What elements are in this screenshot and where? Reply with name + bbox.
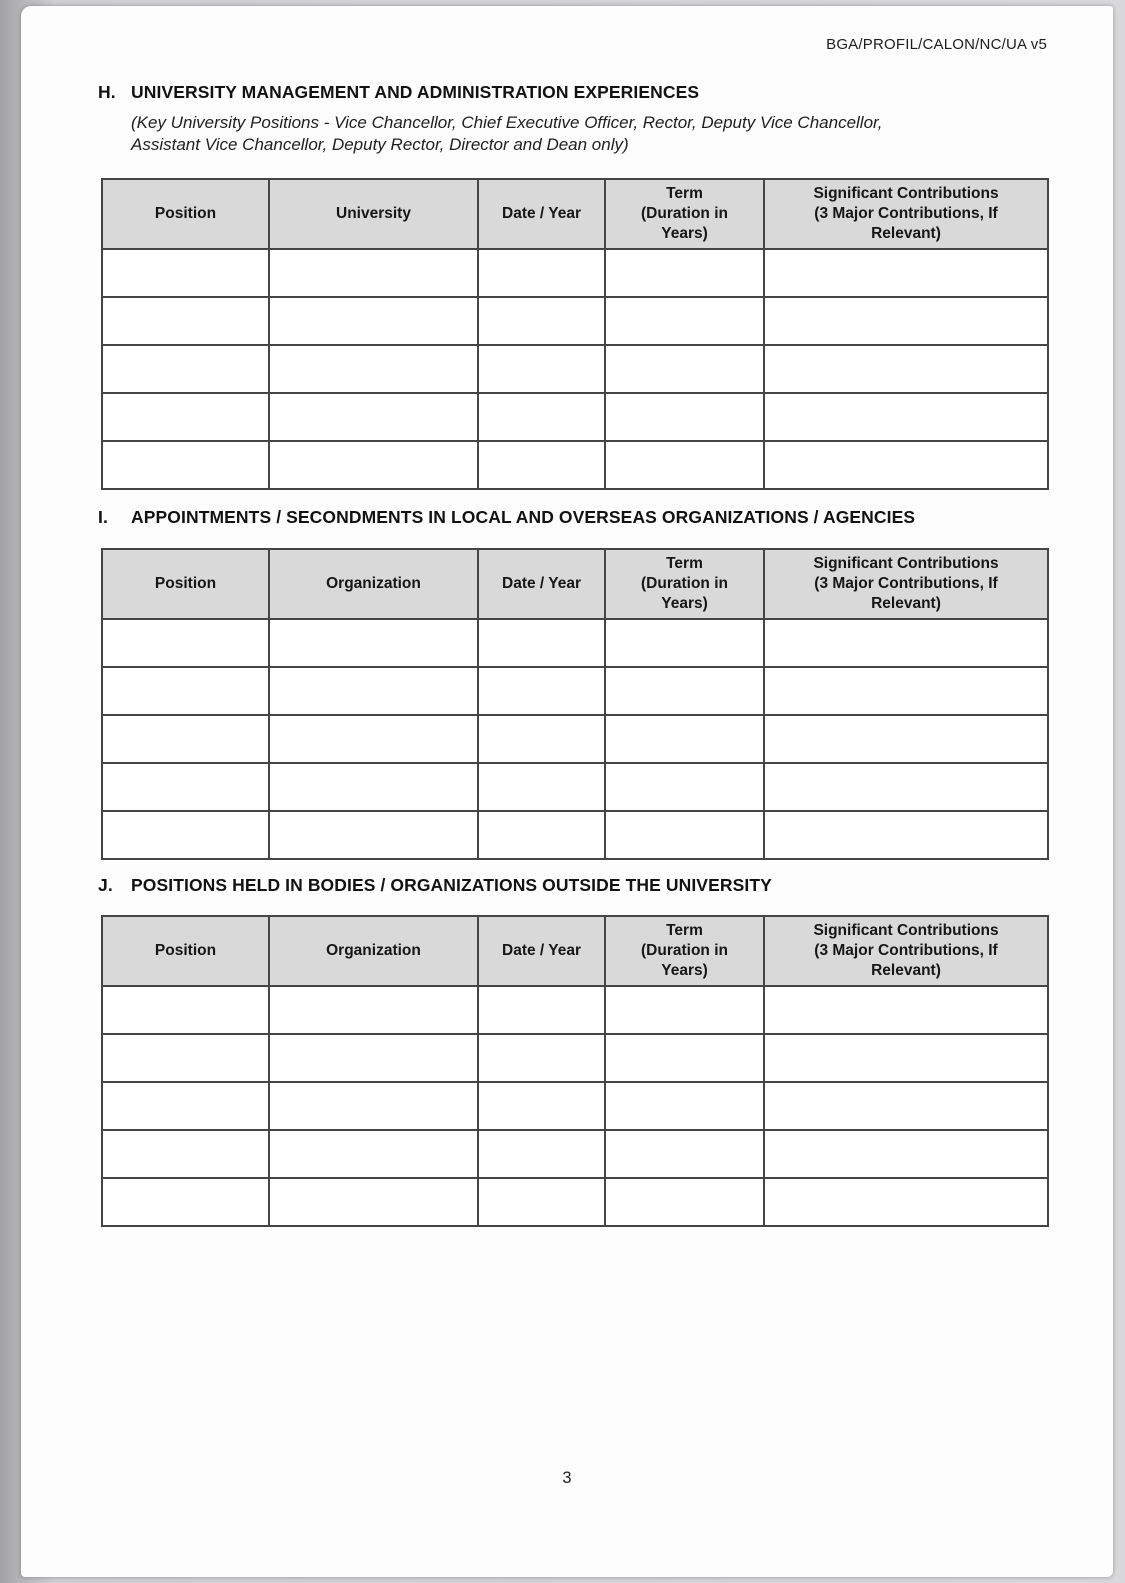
column-header-position: Position <box>102 549 269 619</box>
empty-cell <box>764 393 1048 441</box>
table-row <box>102 1130 1048 1178</box>
empty-cell <box>764 667 1048 715</box>
empty-cell <box>102 393 269 441</box>
table-header-row <box>102 549 1048 619</box>
column-header-term: Term (Duration in Years) <box>605 916 764 986</box>
empty-cell <box>764 715 1048 763</box>
empty-cell <box>605 1082 764 1130</box>
empty-cell <box>764 1034 1048 1082</box>
empty-cell <box>102 1034 269 1082</box>
empty-cell <box>764 1082 1048 1130</box>
empty-cell <box>478 811 605 859</box>
empty-cell <box>478 1082 605 1130</box>
section-h-letter: H. <box>98 82 116 102</box>
empty-cell <box>605 441 764 489</box>
empty-cell <box>269 986 478 1034</box>
empty-cell <box>764 345 1048 393</box>
empty-cell <box>478 667 605 715</box>
empty-cell <box>605 1034 764 1082</box>
table-row <box>102 715 1048 763</box>
column-header-contributions: Significant Contributions (3 Major Contributions, If Relevant) <box>764 916 1048 986</box>
section-j-heading <box>98 875 772 896</box>
empty-cell <box>764 619 1048 667</box>
empty-cell <box>269 1130 478 1178</box>
empty-cell <box>269 1082 478 1130</box>
empty-cell <box>605 1130 764 1178</box>
empty-cell <box>764 249 1048 297</box>
section-h-note-line-1: (Key University Positions - Vice Chancellor, Chief Executive Officer, Rector, Deputy Vice Chancellor, <box>131 113 883 132</box>
empty-cell <box>478 249 605 297</box>
table-row <box>102 1178 1048 1226</box>
empty-cell <box>478 986 605 1034</box>
empty-cell <box>102 619 269 667</box>
empty-cell <box>764 1178 1048 1226</box>
table-row <box>102 986 1048 1034</box>
empty-cell <box>102 715 269 763</box>
empty-cell <box>102 1082 269 1130</box>
table-row <box>102 811 1048 859</box>
empty-cell <box>764 811 1048 859</box>
section-i-heading <box>98 507 915 528</box>
empty-cell <box>605 1178 764 1226</box>
empty-cell <box>764 441 1048 489</box>
table-row <box>102 667 1048 715</box>
table-row <box>102 1082 1048 1130</box>
page-number: 3 <box>562 1469 572 1487</box>
section-h-title: UNIVERSITY MANAGEMENT AND ADMINISTRATION EXPERIENCES <box>131 82 700 102</box>
empty-cell <box>102 249 269 297</box>
empty-cell <box>605 763 764 811</box>
column-header-position: Position <box>102 916 269 986</box>
empty-cell <box>102 345 269 393</box>
empty-cell <box>605 297 764 345</box>
column-header-organization: Organization <box>269 916 478 986</box>
empty-cell <box>269 811 478 859</box>
empty-cell <box>102 441 269 489</box>
empty-cell <box>605 345 764 393</box>
empty-cell <box>478 441 605 489</box>
table-row <box>102 619 1048 667</box>
empty-cell <box>478 1130 605 1178</box>
empty-cell <box>764 1130 1048 1178</box>
empty-cell <box>102 811 269 859</box>
table-header-row <box>102 179 1048 249</box>
empty-cell <box>478 297 605 345</box>
empty-cell <box>605 393 764 441</box>
table-row <box>102 297 1048 345</box>
empty-cell <box>605 715 764 763</box>
empty-cell <box>605 249 764 297</box>
empty-cell <box>269 715 478 763</box>
section-i-letter: I. <box>98 507 108 527</box>
empty-cell <box>764 986 1048 1034</box>
column-header-date-year: Date / Year <box>478 916 605 986</box>
table-row <box>102 1034 1048 1082</box>
empty-cell <box>269 297 478 345</box>
empty-cell <box>269 441 478 489</box>
empty-cell <box>478 345 605 393</box>
column-header-date-year: Date / Year <box>478 549 605 619</box>
column-header-contributions: Significant Contributions (3 Major Contributions, If Relevant) <box>764 179 1048 249</box>
column-header-term: Term (Duration in Years) <box>605 179 764 249</box>
empty-cell <box>102 297 269 345</box>
empty-cell <box>764 763 1048 811</box>
empty-cell <box>269 249 478 297</box>
empty-cell <box>102 667 269 715</box>
table-row <box>102 441 1048 489</box>
table-row <box>102 249 1048 297</box>
empty-cell <box>605 986 764 1034</box>
empty-cell <box>269 763 478 811</box>
empty-cell <box>102 1130 269 1178</box>
empty-cell <box>478 1178 605 1226</box>
section-h-note <box>131 112 882 155</box>
empty-cell <box>605 811 764 859</box>
empty-cell <box>605 619 764 667</box>
empty-cell <box>269 1178 478 1226</box>
table-header-row <box>102 916 1048 986</box>
column-header-university: University <box>269 179 478 249</box>
section-j-title: POSITIONS HELD IN BODIES / ORGANIZATIONS OUTSIDE THE UNIVERSITY <box>131 875 772 895</box>
empty-cell <box>102 1178 269 1226</box>
empty-cell <box>478 619 605 667</box>
table-row <box>102 345 1048 393</box>
empty-cell <box>102 986 269 1034</box>
empty-cell <box>102 763 269 811</box>
section-h-heading <box>98 82 699 103</box>
empty-cell <box>269 619 478 667</box>
table-university-management <box>101 178 1049 490</box>
empty-cell <box>478 715 605 763</box>
table-positions-outside-university <box>101 915 1049 1227</box>
section-j-letter: J. <box>98 875 113 895</box>
table-row <box>102 393 1048 441</box>
empty-cell <box>605 667 764 715</box>
section-h-note-line-2: Assistant Vice Chancellor, Deputy Rector, Director and Dean only) <box>131 134 629 154</box>
column-header-date-year: Date / Year <box>478 179 605 249</box>
empty-cell <box>478 393 605 441</box>
column-header-term: Term (Duration in Years) <box>605 549 764 619</box>
table-appointments-secondments <box>101 548 1049 860</box>
empty-cell <box>269 1034 478 1082</box>
document-code: BGA/PROFIL/CALON/NC/UA v5 <box>826 36 1047 53</box>
table-row <box>102 763 1048 811</box>
empty-cell <box>269 393 478 441</box>
empty-cell <box>478 763 605 811</box>
empty-cell <box>269 667 478 715</box>
empty-cell <box>269 345 478 393</box>
column-header-organization: Organization <box>269 549 478 619</box>
column-header-position: Position <box>102 179 269 249</box>
document-page <box>21 6 1113 1577</box>
empty-cell <box>764 297 1048 345</box>
section-i-title: APPOINTMENTS / SECONDMENTS IN LOCAL AND OVERSEAS ORGANIZATIONS / AGENCIES <box>131 507 916 527</box>
column-header-contributions: Significant Contributions (3 Major Contributions, If Relevant) <box>764 549 1048 619</box>
empty-cell <box>478 1034 605 1082</box>
